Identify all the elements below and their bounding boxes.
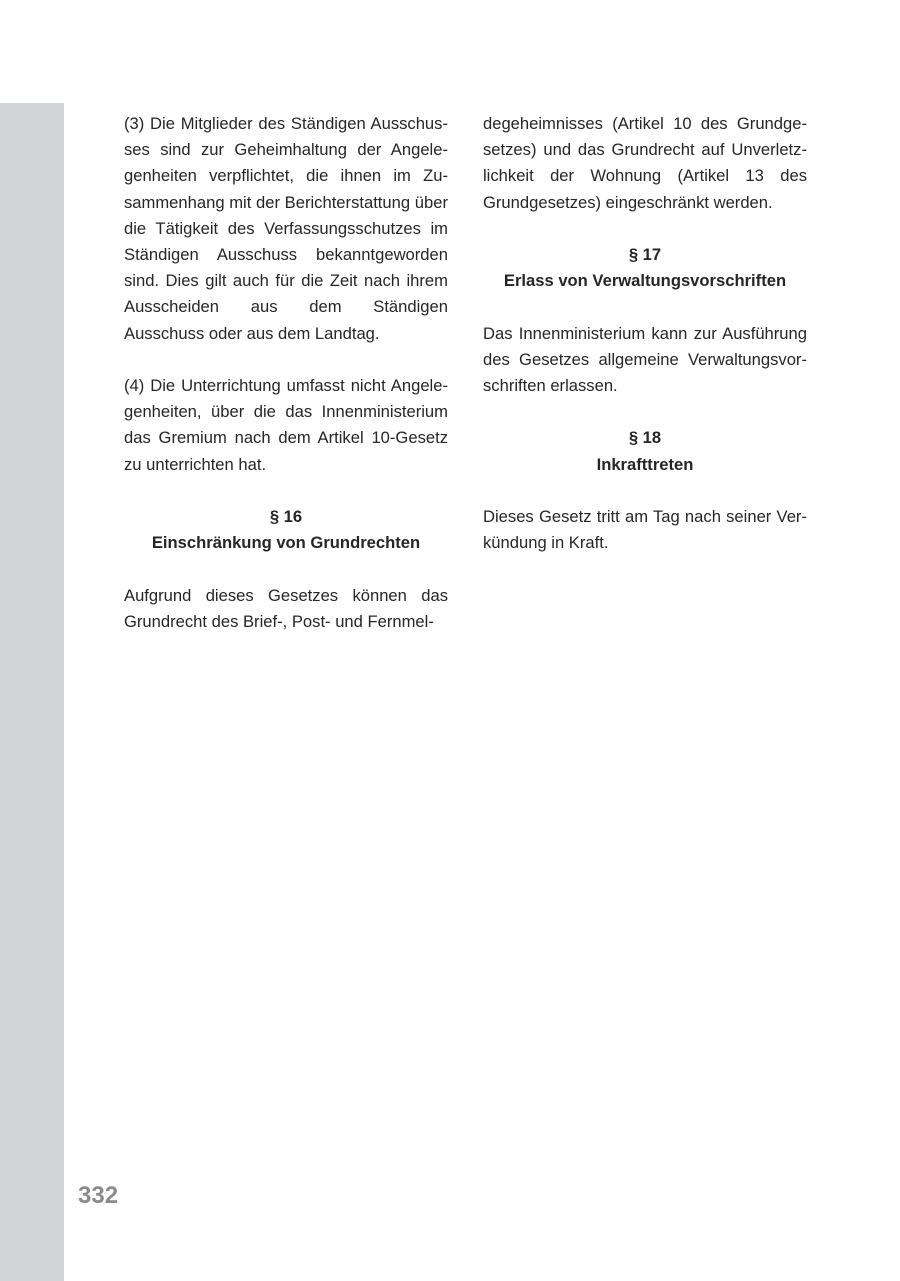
- section-17-text: Das Innenministerium kann zur Ausführung des Gesetzes allgemeine Verwaltungsvorschriften erlassen.: [483, 323, 807, 395]
- left-column: [124, 111, 448, 661]
- section-18-text: Dieses Gesetz tritt am Tag nach seiner Verkündung in Kraft.: [483, 506, 807, 553]
- section-16-text-start: Aufgrund dieses Gesetzes können das Grundrecht des Brief-, Post- und Fernmel-: [124, 585, 448, 631]
- section-16-text-continued: degeheimnisses (Artikel 10 des Grundgesetzes) und das Grundrecht auf Unverletzlichkeit der Wohnung (Artikel 13 des Grundgesetzes) eingeschränkt werden.: [483, 114, 807, 212]
- section-17-number: § 17: [628, 245, 662, 264]
- section-16-title: Einschränkung von Grundrechten: [151, 533, 421, 553]
- paragraph-4: (4) Die Unterrichtung umfasst nicht Angelegenheiten, über die das Innenministerium das Gremium nach dem Artikel 10-Gesetz zu unterrichten hat.: [124, 376, 448, 474]
- section-17-title: Erlass von Verwaltungsvorschriften: [503, 271, 787, 291]
- section-18-number: § 18: [628, 428, 662, 448]
- section-18-title: Inkrafttreten: [596, 454, 694, 474]
- side-margin-strip: [0, 103, 64, 1281]
- page-number: 332: [78, 1182, 119, 1209]
- section-16-number: § 16: [269, 507, 303, 527]
- paragraph-3: (3) Die Mitglieder des Ständigen Ausschusses sind zur Geheimhaltung der Angelegenheiten verpflichtet, die ihnen im Zusammenhang mit der Berichterstattung über die Tätigkeit des Verfassungsschutzes im Ständigen Ausschuss bekanntgeworden sind. Dies gilt auch für die Zeit nach ihrem Ausscheiden aus dem Ständigen Ausschuss oder aus dem Landtag.: [124, 114, 448, 343]
- right-column: [483, 111, 807, 583]
